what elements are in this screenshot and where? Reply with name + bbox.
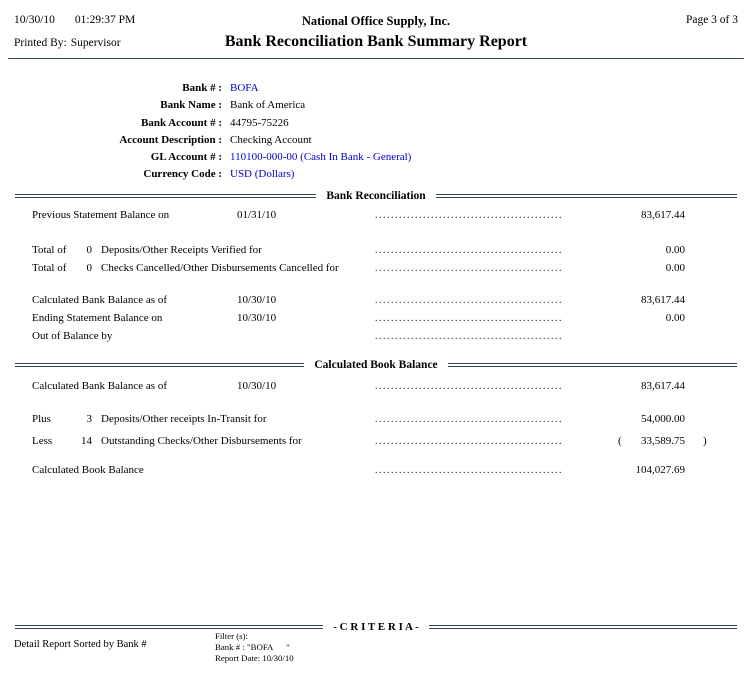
row-date: 10/30/10 (237, 312, 277, 324)
bank-account-label: Bank Account # : (141, 116, 222, 129)
row-amount: 0.00 (665, 312, 685, 324)
row-amount: 33,589.75 (641, 435, 685, 447)
row-count: 0 (86, 262, 92, 274)
gl-account-value[interactable]: 110100-000-00 (Cash In Bank - General) (230, 151, 412, 164)
dot-leader (375, 331, 563, 342)
dot-leader (375, 245, 563, 256)
row-description: Checks Cancelled/Other Disbursements Cancelled for (101, 262, 339, 274)
row-label: Calculated Book Balance (32, 464, 144, 476)
rule-line (448, 363, 737, 367)
row-count: 0 (86, 244, 92, 256)
row-amount: 83,617.44 (641, 294, 685, 306)
company-name: National Office Supply, Inc. (301, 14, 451, 28)
paren-open: ( (618, 435, 622, 447)
sorted-by-text: Detail Report Sorted by Bank # (14, 639, 147, 650)
currency-code-value[interactable]: USD (Dollars) (230, 168, 295, 181)
dot-leader (375, 436, 563, 447)
row-amount: 83,617.44 (641, 209, 685, 221)
filter-block (215, 631, 294, 663)
rule-line (15, 363, 304, 367)
dot-leader (375, 295, 563, 306)
bank-number-label: Bank # : (182, 82, 222, 94)
row-count: 3 (86, 413, 92, 425)
report-row (0, 209, 752, 224)
dot-leader (375, 263, 563, 274)
row-date: 10/30/10 (237, 294, 277, 306)
filter-bank: Bank # : "BOFA " (215, 641, 290, 652)
account-description-value: Checking Account (230, 133, 312, 146)
report-row (0, 330, 752, 345)
bank-info-row (0, 80, 752, 97)
row-amount: 104,027.69 (635, 464, 685, 476)
bank-info-row (0, 115, 752, 132)
report-row (0, 435, 752, 450)
bank-number-value[interactable]: BOFA (230, 82, 259, 94)
row-label: Total of (32, 244, 67, 256)
row-description: Deposits/Other receipts In-Transit for (101, 413, 267, 425)
row-count: 14 (81, 435, 92, 447)
row-date: 10/30/10 (237, 380, 277, 392)
bank-info-row (0, 132, 752, 149)
rule-line (429, 625, 737, 629)
section-divider (15, 359, 737, 371)
row-label: Previous Statement Balance on (32, 209, 170, 221)
row-amount: 0.00 (665, 244, 685, 256)
rule-line (15, 194, 316, 198)
report-title: Bank Reconciliation Bank Summary Report (224, 33, 528, 50)
row-label: Plus (32, 413, 51, 425)
report-date: 10/30/10 (14, 14, 55, 26)
row-label: Less (32, 435, 53, 447)
report-row (0, 262, 752, 277)
dot-leader (375, 465, 563, 476)
rule-line (436, 194, 737, 198)
row-label: Calculated Bank Balance as of (32, 380, 168, 392)
printed-by-label: Printed By: (14, 37, 67, 49)
criteria-title: - C R I T E R I A - (333, 621, 419, 633)
report-row (0, 294, 752, 309)
row-amount: 0.00 (665, 262, 685, 274)
filter-label: Filter (s): (215, 631, 248, 641)
report-row (0, 413, 752, 428)
bank-info-row (0, 149, 752, 166)
row-label: Calculated Bank Balance as of (32, 294, 168, 306)
paren-close: ) (703, 435, 707, 447)
row-description: Outstanding Checks/Other Disbursements for (101, 435, 302, 447)
section-divider (15, 190, 737, 202)
report-row (0, 312, 752, 327)
page-number: Page 3 of 3 (685, 14, 738, 26)
row-date: 01/31/10 (237, 209, 277, 221)
bank-info-block (0, 80, 752, 184)
row-label: Ending Statement Balance on (32, 312, 163, 324)
criteria-divider (15, 621, 737, 633)
report-row (0, 380, 752, 395)
row-label: Total of (32, 262, 67, 274)
dot-leader (375, 381, 563, 392)
dot-leader (375, 210, 563, 221)
header-rule-line (8, 58, 744, 59)
row-amount: 83,617.44 (641, 380, 685, 392)
section-title: Bank Reconciliation (326, 190, 426, 202)
filter-report-date: Report Date: 10/30/10 (215, 652, 294, 663)
bank-info-row (0, 97, 752, 114)
row-description: Deposits/Other Receipts Verified for (101, 244, 262, 256)
bank-account-value: 44795-75226 (230, 116, 289, 129)
row-amount: 54,000.00 (641, 413, 685, 425)
report-row (0, 244, 752, 259)
rule-line (15, 625, 323, 629)
printed-by-value: Supervisor (70, 37, 121, 49)
account-description-label: Account Description : (119, 133, 222, 146)
section-title: Calculated Book Balance (314, 359, 438, 371)
bank-name-value: Bank of America (230, 99, 306, 112)
bank-name-label: Bank Name : (160, 99, 222, 112)
row-label: Out of Balance by (32, 330, 113, 342)
bank-info-row (0, 166, 752, 183)
report-time: 01:29:37 PM (74, 14, 136, 26)
gl-account-label: GL Account # : (150, 151, 222, 164)
dot-leader (375, 414, 563, 425)
report-row (0, 464, 752, 479)
currency-code-label: Currency Code : (143, 168, 222, 181)
dot-leader (375, 313, 563, 324)
